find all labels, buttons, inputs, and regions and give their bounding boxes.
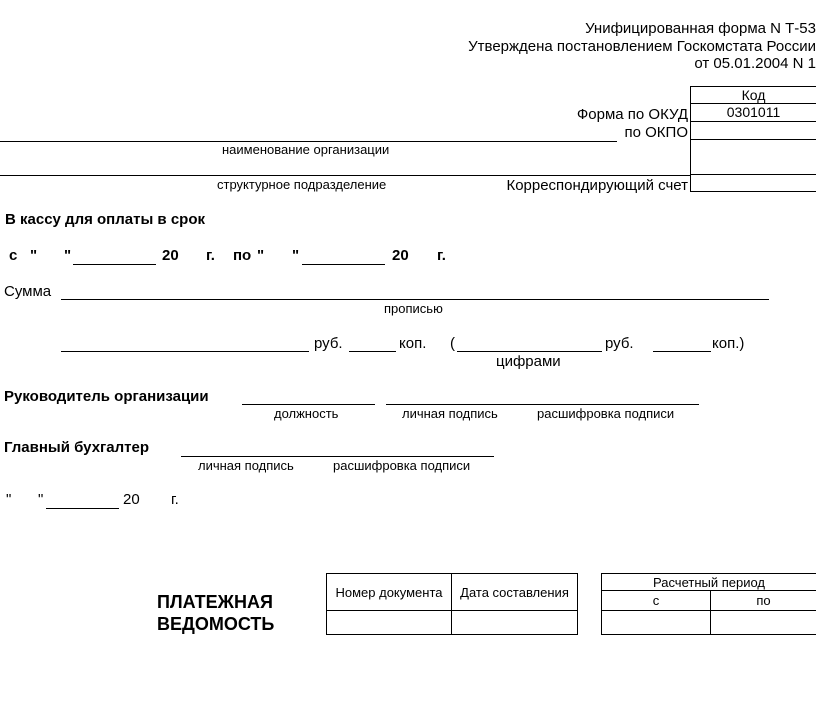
decoding-caption: расшифровка подписи [333, 458, 471, 473]
signed-year-prefix: 20 [123, 491, 140, 508]
okpo-label: по ОКПО [624, 124, 688, 141]
codes-divider [690, 174, 816, 175]
form-name: Унифицированная форма N Т-53 [585, 20, 816, 37]
to-label: по [233, 247, 252, 264]
rubles-digits-blank[interactable] [457, 351, 602, 352]
organization-caption: наименование организации [222, 142, 390, 157]
from-label: с [9, 247, 18, 264]
signature-caption: личная подпись [198, 458, 294, 473]
account-label: Корреспондирующий счет [506, 177, 688, 194]
document-title-line2: ВЕДОМОСТЬ [157, 614, 275, 634]
year-suffix: г. [437, 247, 446, 264]
period-from-header: с [652, 593, 660, 608]
year-from-prefix: 20 [162, 247, 179, 264]
position-caption: должность [274, 406, 339, 421]
chief-accountant-label: Главный бухгалтер [4, 439, 150, 456]
kop-label: коп. [399, 335, 427, 352]
department-line[interactable] [0, 175, 690, 176]
rub-label: руб. [605, 335, 634, 352]
okud-label: Форма по ОКУД [576, 106, 688, 123]
doc-date-cell[interactable] [452, 611, 577, 634]
quote: " [64, 247, 72, 264]
paren-open: ( [450, 335, 455, 352]
codes-divider [690, 121, 816, 122]
signed-date-blank[interactable] [46, 508, 119, 509]
month-to-blank[interactable] [302, 264, 385, 265]
director-label: Руководитель организации [4, 388, 209, 405]
period-to-header: по [756, 593, 771, 608]
decoding-caption: расшифровка подписи [537, 406, 675, 421]
codes-divider [690, 139, 816, 140]
approval-note: Утверждена постановлением Госкомстата России [468, 38, 816, 55]
kopecks-digits-blank[interactable] [653, 351, 711, 352]
accountant-signature-line[interactable] [181, 456, 494, 457]
rub-label: руб. [314, 335, 343, 352]
rubles-words-blank[interactable] [61, 351, 309, 352]
sum-digits-caption: цифрами [496, 353, 561, 370]
approval-date: от 05.01.2004 N 1 [694, 55, 816, 72]
document-title-line1: ПЛАТЕЖНАЯ [157, 592, 273, 612]
kod-header: Код [741, 87, 766, 103]
quote: " [257, 247, 265, 264]
year-suffix: г. [171, 491, 179, 508]
doc-number-cell[interactable] [327, 611, 451, 634]
signature-caption: личная подпись [402, 406, 498, 421]
sum-words-caption: прописью [384, 301, 443, 316]
period-from-cell[interactable] [602, 611, 710, 634]
kopecks-words-blank[interactable] [349, 351, 396, 352]
sum-label: Сумма [4, 283, 52, 300]
director-signature-line[interactable] [386, 404, 699, 405]
kop-label: коп.) [712, 335, 745, 352]
okud-code[interactable]: 0301011 [726, 104, 781, 120]
sum-words-line[interactable] [61, 299, 769, 300]
period-to-cell[interactable] [711, 611, 816, 634]
doc-number-header: Номер документа [335, 584, 443, 600]
month-from-blank[interactable] [73, 264, 156, 265]
director-position-line[interactable] [242, 404, 375, 405]
year-to-prefix: 20 [392, 247, 409, 264]
period-header: Расчетный период [652, 574, 766, 590]
quote: " [292, 247, 300, 264]
payment-term-title: В кассу для оплаты в срок [5, 211, 205, 228]
quote: " [30, 247, 38, 264]
department-caption: структурное подразделение [217, 177, 387, 192]
quote: " [6, 491, 12, 508]
quote: " [38, 491, 44, 508]
doc-date-header: Дата составления [460, 584, 569, 600]
year-suffix: г. [206, 247, 215, 264]
